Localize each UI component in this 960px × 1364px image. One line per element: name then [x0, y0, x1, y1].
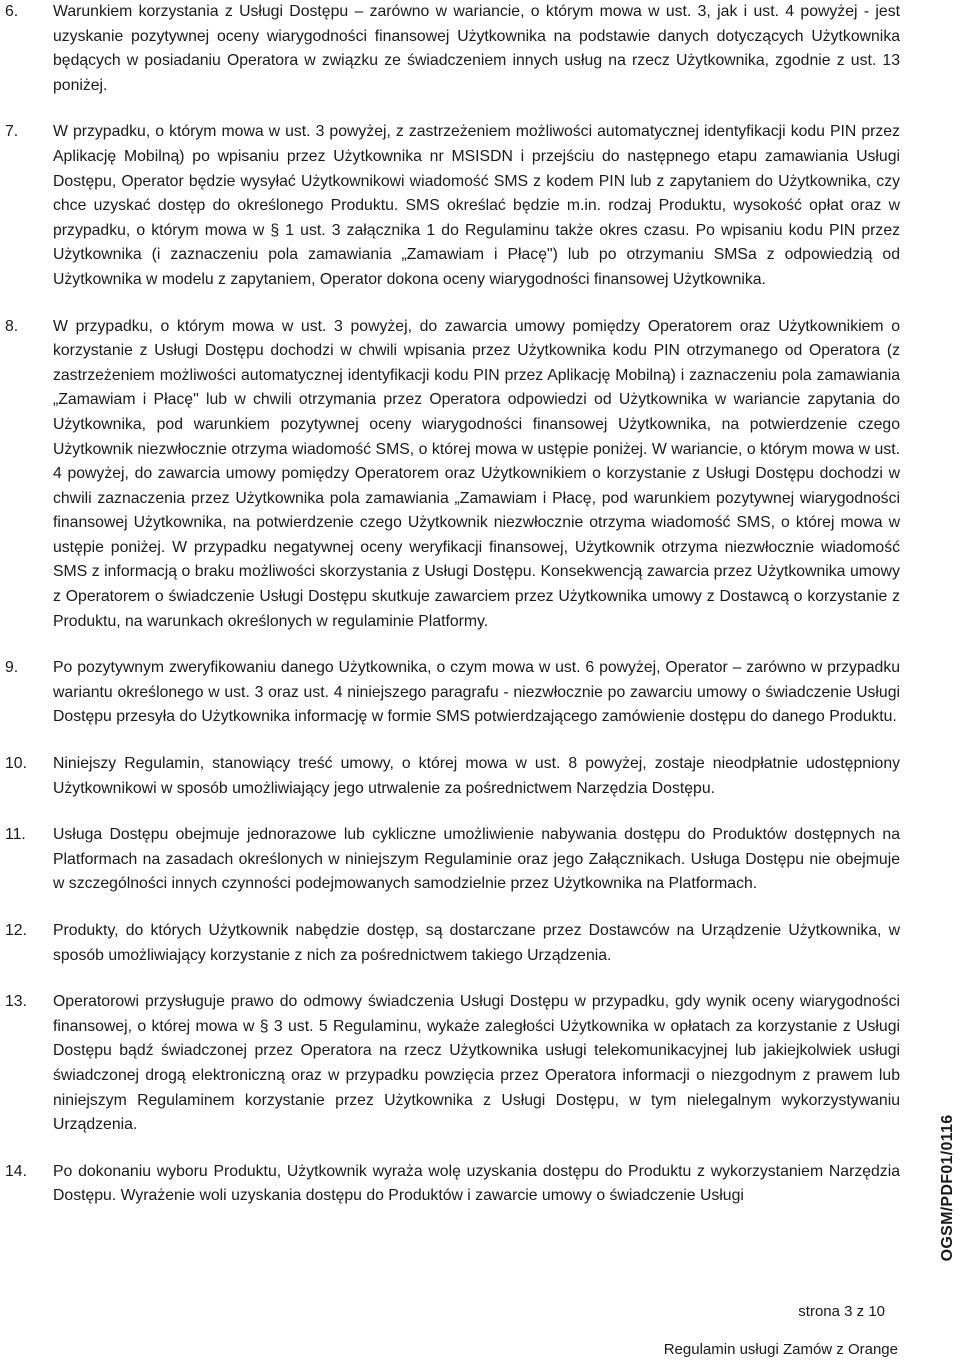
paragraph-number: 7. [5, 123, 19, 141]
paragraph-text: Produkty, do których Użytkownik nabędzie dostęp, są dostarczane przez Dostawców na Urządzenie Użytkownika, w sposób umożliwiający korzystanie z nich za pośrednictwem takiego Urządzenia. [53, 922, 900, 964]
paragraph-text: Po dokonaniu wyboru Produktu, Użytkownik wyraża wolę uzyskania dostępu do Produktu z wykorzystaniem Narzędzia Dostępu. Wyrażenie woli uzyskania dostępu do Produktów i zawarcie umowy o świadczenie Usługi [53, 1162, 900, 1205]
paragraph-7 [0, 120, 900, 292]
paragraph-9 [0, 656, 900, 730]
paragraph-text: Niniejszy Regulamin, stanowiący treść umowy, o której mowa w ust. 8 powyżej, zostaje nieodpłatnie udostępniony Użytkownikowi w sposób umożliwiający jego utrwalenie za pośrednictwem Narzędzia Dostępu. [53, 755, 900, 797]
document-code: OGSM/PDF01/0116 [939, 1114, 956, 1262]
paragraph-11 [0, 823, 900, 897]
paragraph-8 [0, 315, 900, 635]
paragraph-text: W przypadku, o którym mowa w ust. 3 powyżej, do zawarcia umowy pomiędzy Operatorem oraz Użytkownikiem o korzystanie z Usługi Dostępu dochodzi w chwili wpisania przez Użytkownika kodu PIN otrzymanego od Operatora (z zastrzeżeniem możliwości automatycznej identyfikacji kodu PIN przez Aplikację Mobilną) i zaznaczeniu pola zamawiania „Zamawiam i Płacę" lub w chwili otrzymania przez Operatora odpowiedzi od Użytkownika w wariancie zapytania do Użytkownika, pod warunkiem pozytywnej oceny wiarygodności finansowej Użytkownika, na potwierdzenie czego Użytkownik niezwłocznie otrzyma wiadomość SMS, o której mowa w ustępie poniżej. W wariancie, o którym mowa w ust. 4 powyżej, do zawarcia umowy pomiędzy Operatorem oraz Użytkownikiem o korzystanie z Usługi Dostępu dochodzi w chwili zaznaczenia przez Użytkownika pola zamawiania „Zamawiam i Płacę, pod warunkiem pozytywnej wiarygodności finansowej Użytkownika, na potwierdzenie czego Użytkownik niezwłocznie otrzyma wiadomość SMS, o której mowa w ustępie poniżej. W przypadku negatywnej oceny weryfikacji finansowej, Użytkownik otrzyma niezwłocznie wiadomość SMS z informacją o braku możliwości skorzystania z Usługi Dostępu. Konsekwencją zawarcia przez Użytkownika umowy z Operatorem o świadczenie Usługi Dostępu skutkuje zawarciem przez Użytkownika umowy z Dostawcą o korzystanie z Produktu, na warunkach określonych w regulaminie Platformy. [53, 317, 900, 630]
paragraph-text: Usługa Dostępu obejmuje jednorazowe lub cykliczne umożliwienie nabywania dostępu do Produktów dostępnych na Platformach na zasadach określonych w niniejszym Regulaminie oraz jego Załącznikach. Usługa Dostępu nie obejmuje w szczególności innych czynności podejmowanych samodzielnie przez Użytkownika na Platformach. [53, 826, 900, 893]
paragraph-number: 11. [5, 826, 26, 844]
paragraph-12 [0, 919, 900, 968]
footer-title: Regulamin usługi Zamów z Orange [663, 1341, 898, 1358]
page-number: strona 3 z 10 [798, 1303, 885, 1320]
paragraph-number: 14. [5, 1162, 27, 1180]
paragraph-number: 12. [5, 922, 27, 939]
paragraph-text: Warunkiem korzystania z Usługi Dostępu – zarówno w wariancie, o którym mowa w ust. 3, jak i ust. 4 powyżej - jest uzyskanie pozytywnej oceny wiarygodności finansowej Użytkownika na podstawie danych dotyczących Użytkownika będących w posiadaniu Operatora w związku ze świadczeniem innych usług na rzecz Użytkownika, zgodnie z ust. 13 poniżej. [53, 3, 900, 94]
paragraph-number: 8. [5, 317, 19, 335]
paragraph-13 [0, 990, 900, 1138]
paragraph-text: Operatorowi przysługuje prawo do odmowy świadczenia Usługi Dostępu w przypadku, gdy wynik oceny wiarygodności finansowej, o której mowa w § 3 ust. 5 Regulaminu, wykaże zaległości Użytkownika w opłatach za korzystanie z Usługi Dostępu bądź świadczonej przez Operatora na rzecz Użytkownika usługi telekomunikacyjnej lub jakiejkolwiek usługi świadczonej drogą elektroniczną oraz w przypadku powzięcia przez Operatora informacji o niezgodnym z prawem lub niniejszym Regulaminem korzystanie przez Użytkownika z Usługi Dostępu, w tym nielegalnym wykorzystywaniu Urządzenia. [53, 993, 900, 1134]
paragraph-10 [0, 752, 900, 801]
paragraph-number: 6. [5, 3, 19, 20]
paragraph-text: Po pozytywnym zweryfikowaniu danego Użytkownika, o czym mowa w ust. 6 powyżej, Operator – zarówno w przypadku wariantu określonego w ust. 3 oraz ust. 4 niniejszego paragrafu - niezwłocznie po zawarciu umowy o świadczenie Usługi Dostępu przesyła do Użytkownika informację w formie SMS potwierdzającego zamówienie dostępu do danego Produktu. [53, 659, 900, 726]
paragraph-14 [0, 1160, 900, 1209]
paragraph-number: 10. [5, 755, 27, 773]
paragraph-6 [0, 0, 900, 98]
paragraph-number: 9. [5, 659, 19, 677]
paragraph-number: 13. [5, 993, 27, 1011]
paragraph-text: W przypadku, o którym mowa w ust. 3 powyżej, z zastrzeżeniem możliwości automatycznej identyfikacji kodu PIN przez Aplikację Mobilną) po wpisaniu przez Użytkownika nr MSISDN i przejściu do następnego etapu zamawiania Usługi Dostępu, Operator będzie wysyłać Użytkownikowi wiadomość SMS z kodem PIN lub z zapytaniem do Użytkownika, czy chce uzyskać dostęp do określonego Produktu. SMS określać będzie m.in. rodzaj Produktu, wysokość opłat oraz w przypadku, o którym mowa w § 1 ust. 3 załącznika 1 do Regulaminu także okres czasu. Po wpisaniu kodu PIN przez Użytkownika (i zaznaczeniu pola zamawiania „Zamawiam i Płacę") lub po otrzymaniu SMSa z odpowiedzią od Użytkownika w modelu z zapytaniem, Operator dokona oceny wiarygodności finansowej Użytkownika. [53, 123, 900, 288]
